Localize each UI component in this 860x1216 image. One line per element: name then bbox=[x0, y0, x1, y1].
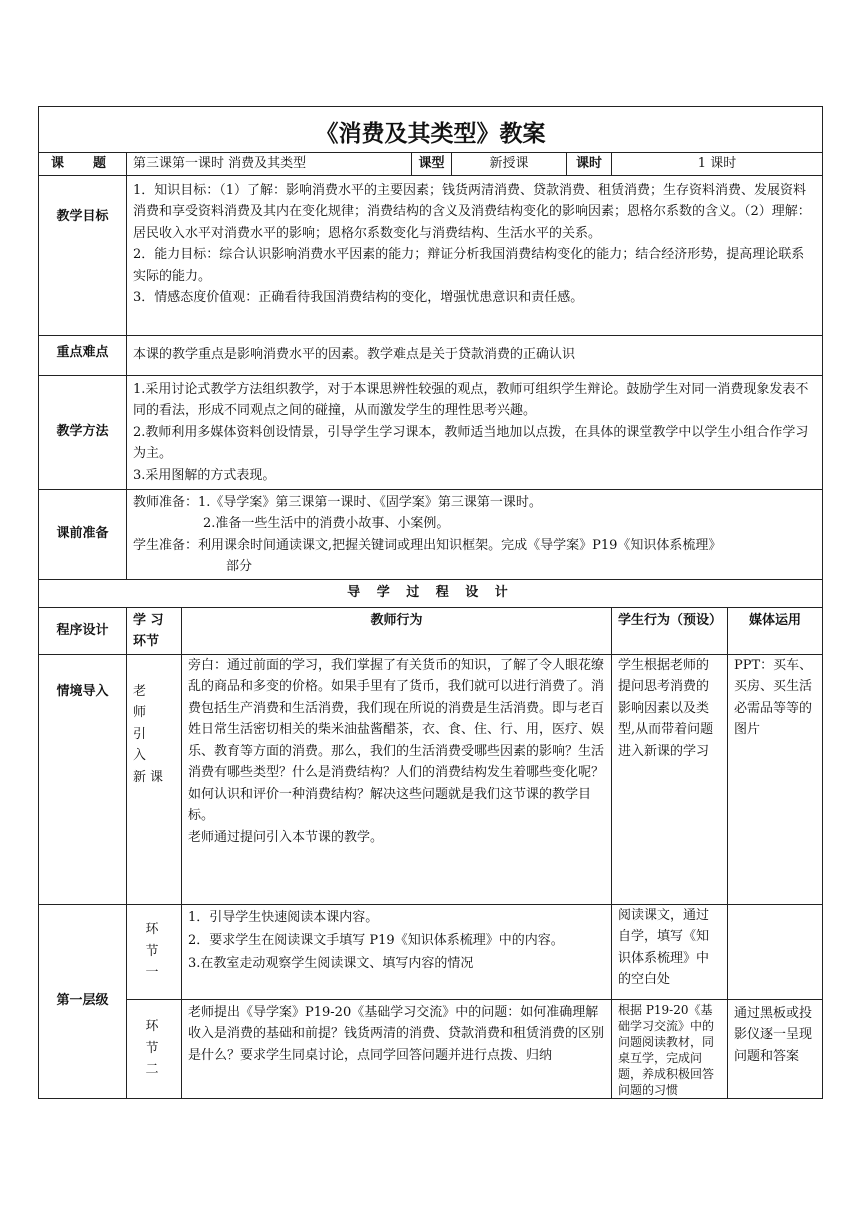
method-2: 2.教师利用多媒体资料创设情景，引导学生学习课本，教师适当地加以点拨，在具体的课堂教学中以学生小组合作学习为主。 bbox=[133, 424, 809, 461]
step1-teacher-line-2: 2．要求学生在阅读课文手填写 P19《知识体系梳理》中的内容。 bbox=[188, 933, 564, 948]
methods-label: 教学方法 bbox=[39, 375, 127, 489]
step2-stage: 环 节 二 bbox=[127, 999, 182, 1098]
col-teacher-header: 教师行为 bbox=[182, 607, 612, 654]
col-media-header: 媒体运用 bbox=[728, 607, 823, 654]
step1-teacher-line-1: 1．引导学生快速阅读本课内容。 bbox=[188, 909, 379, 925]
intro-teacher bbox=[182, 654, 612, 904]
objective-knowledge: 1．知识目标：（1）了解：影响消费水平的主要因素；钱货两清消费、贷款消费、租赁消费；生存资料消费、发展资料消费和享受资料消费及其内在变化规律；消费结构的含义及消费结构变化的影响因素；恩格尔系数的含义。（2）理解：居民收入水平对消费水平的影响；恩格尔系数变化与消费结构、生活水平的关系。 bbox=[133, 182, 811, 241]
lesson-plan-table bbox=[38, 106, 823, 1099]
class-type-value: 新授课 bbox=[452, 153, 567, 176]
step1-stage: 环 节 一 bbox=[127, 904, 182, 999]
prep-label: 课前准备 bbox=[39, 489, 127, 579]
intro-teacher-text-2: 老师通过提问引入本节课的教学。 bbox=[188, 829, 384, 845]
hours-label: 课时 bbox=[567, 153, 612, 176]
step2-media: 通过黑板或投影仪逐一呈现问题和答案 bbox=[728, 999, 823, 1098]
col-program-header: 程序设计 bbox=[39, 607, 127, 654]
prep-teacher-1: 教师准备：1.《导学案》第三课第一课时、《固学案》第三课第一课时。 bbox=[133, 494, 542, 510]
intro-stage: 老 师 引 入 新课 bbox=[127, 654, 182, 904]
step1-student: 阅读课文，通过自学，填写《知识体系梳理》中的空白处 bbox=[612, 904, 728, 999]
objectives-content bbox=[127, 175, 823, 335]
objective-ability: 2．能力目标：综合认识影响消费水平因素的能力；辩证分析我国消费结构变化的能力；结合经济形势，提高理论联系实际的能力。 bbox=[133, 247, 805, 284]
process-header: 导 学 过 程 设 计 bbox=[39, 579, 823, 607]
topic-label: 课 题 bbox=[39, 153, 127, 176]
step1-teacher-line-3: 3.在教室走动观察学生阅读课文、填写内容的情况 bbox=[188, 956, 474, 971]
page-title: 《消费及其类型》教案 bbox=[39, 107, 823, 153]
methods-content bbox=[127, 375, 823, 489]
objectives-label: 教学目标 bbox=[39, 175, 127, 335]
key-points-label: 重点难点 bbox=[39, 335, 127, 375]
col-student-header: 学生行为（预设） bbox=[612, 607, 728, 654]
prep-student-1: 学生准备：利用课余时间通读课文,把握关键词或理出知识框架。完成《导学案》P19《知识体系梳理》 bbox=[133, 537, 722, 553]
step2-student: 根据 P19-20《基础学习交流》中的问题阅读教材，同桌互学，完成问题，养成积极回答问题的习惯 bbox=[612, 999, 728, 1098]
step2-teacher: 老师提出《导学案》P19-20《基础学习交流》中的问题：如何准确理解收入是消费的基础和前提？钱货两清的消费、贷款消费和租赁消费的区别是什么？要求学生同桌讨论，点同学回答问题并进行点拨、归纳 bbox=[182, 999, 612, 1098]
step1-teacher bbox=[182, 904, 612, 999]
key-points-text: 本课的教学重点是影响消费水平的因素。教学难点是关于贷款消费的正确认识 bbox=[127, 335, 823, 375]
step1-media bbox=[728, 904, 823, 999]
hours-value: 1 课时 bbox=[612, 153, 823, 176]
method-3: 3.采用图解的方式表现。 bbox=[133, 467, 276, 483]
level1-program: 第一层级 bbox=[39, 904, 127, 1098]
prep-content bbox=[127, 489, 823, 579]
topic-value: 第三课第一课时 消费及其类型 bbox=[127, 153, 412, 176]
intro-teacher-text: 旁白：通过前面的学习，我们掌握了有关货币的知识，了解了令人眼花缭乱的商品和多变的价格。如果手里有了货币，我们就可以进行消费了。消费包括生产消费和生活消费，我们现在所说的消费是生活消费。即与老百姓日常生活密切相关的柴米油盐酱醋茶，衣、食、住、行、用，医疗、娱乐、教育等方面的消费。那么，我们的生活消费受哪些因素的影响？生活消费有哪些类型？什么是消费结构？人们的消费结构发生着哪些变化呢？如何认识和评价一种消费结构？解决这些问题就是我们这节课的教学目标。 bbox=[188, 657, 605, 823]
method-1: 1.采用讨论式教学方法组织教学，对于本课思辨性较强的观点，教师可组织学生辩论。鼓励学生对同一消费现象发表不同的看法，形成不同观点之间的碰撞，从而激发学生的理性思考兴趣。 bbox=[133, 381, 809, 418]
class-type-label: 课型 bbox=[412, 153, 452, 176]
intro-student: 学生根据老师的提问思考消费的影响因素以及类型,从而带着问题进入新课的学习 bbox=[612, 654, 728, 904]
col-stage-header: 学 习 环节 bbox=[127, 607, 182, 654]
objective-attitude: 3．情感态度价值观：正确看待我国消费结构的变化，增强忧患意识和责任感。 bbox=[133, 290, 584, 305]
prep-teacher-2: 2.准备一些生活中的消费小故事、小案例。 bbox=[203, 516, 450, 531]
prep-student-2: 部分 bbox=[226, 559, 253, 574]
intro-media: PPT：买车、买房、买生活必需品等等的图片 bbox=[728, 654, 823, 904]
intro-program: 情境导入 bbox=[39, 654, 127, 904]
